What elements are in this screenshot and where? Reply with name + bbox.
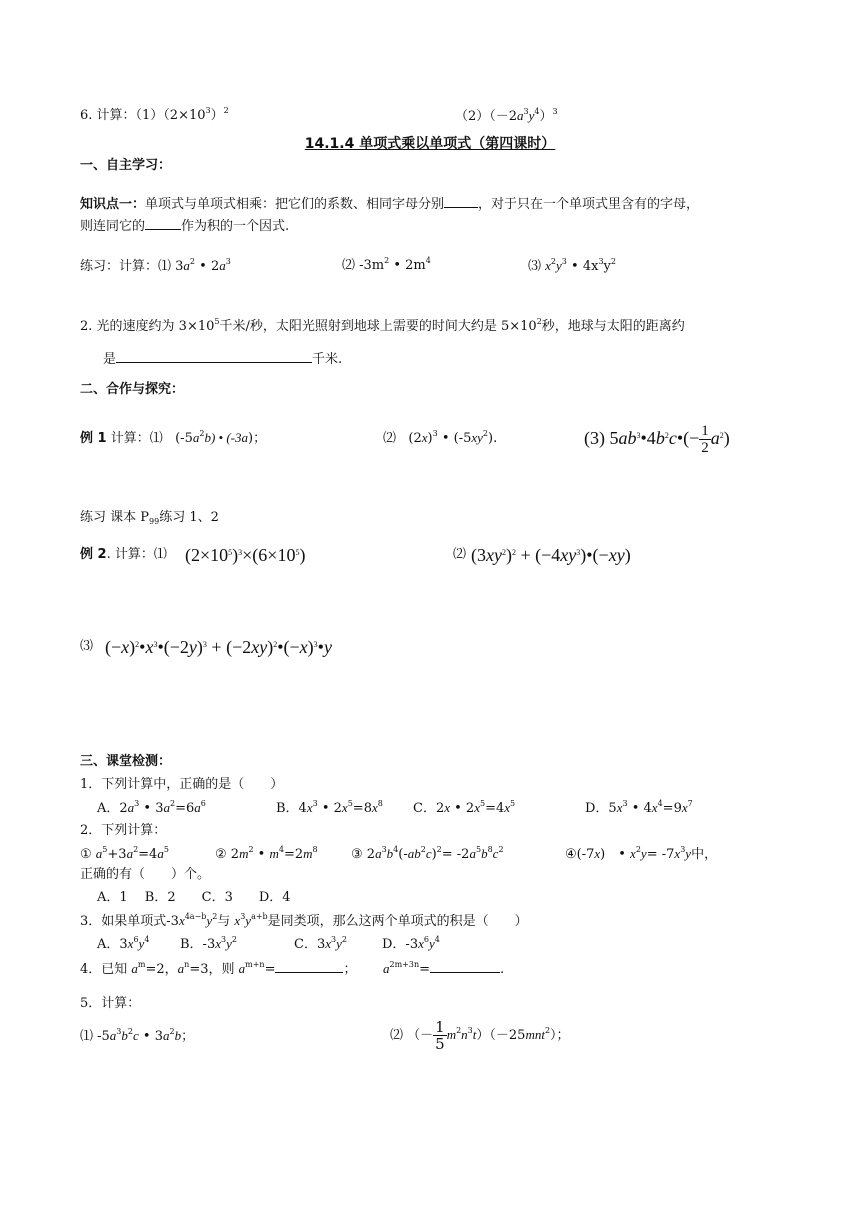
practice-1-a: 练习：计算：⑴ $3a^2$ • $2a^3$	[80, 257, 231, 274]
test-3-option-b: B．$-3x^3y^2$	[180, 935, 237, 952]
page-title: 14.1.4 单项式乘以单项式（第四课时）	[304, 136, 556, 152]
test-1-option-a: A．$2a^3$ • $3a^2=6a^6$	[97, 799, 206, 816]
test-1-option-d: D．$5x^3$ • $4x^4=9x^7$	[585, 799, 693, 816]
example-2-a: $(2\times 10^5)^3\times(6\times 10^5)$	[185, 545, 306, 565]
question-6-part-2: $(2)(-2a^3y^4)^3$	[455, 107, 558, 124]
question-2-cont: 是 千米.	[103, 352, 343, 367]
example-1: 例 1 计算：⑴ $(-5a^2b)$ • (-3a)；	[80, 429, 267, 446]
test-1-option-b: B．$4x^3$ • $2x^5=8x^8$	[276, 799, 383, 816]
example-1-c: (3) $5ab^3•4b^2c•(-$ $\frac{1}{2}$ $a^2$)	[584, 423, 730, 457]
test-question-4: 4．已知 $a^m=2$，$a^n=3$，则 $a^{m+n}=$ ；	[80, 960, 357, 977]
test-3-option-c: C．$3x^3y^2$	[294, 935, 347, 952]
test-5-a: ⑴ $-5a^3b^2c$ • $3a^2b$；	[80, 1027, 195, 1044]
test-2-options: A．1 B．2 C．3 D．4	[97, 890, 291, 905]
test-5-b: ⑵ （－ $\frac{1}{5}$ $m^2n^3t)(-25mnt^2)$；	[390, 1018, 570, 1053]
question-6: 6. 计算：$(1)(2\times 10^3)^2$	[80, 106, 229, 123]
practice-reference: 练习 课本 $P_{99}$练习 1、2	[80, 510, 219, 526]
example-2-c: $(-x)^2•x^3•(-2y)^3$ + $(-2xy)^2•(-x)^3•y$	[105, 637, 332, 657]
practice-1-b: ⑵ $-3m^2$ • $2m^4$	[342, 256, 431, 273]
example-1-b: ⑵ $(2x)^3$ • $(-5xy^2)$.	[383, 429, 498, 446]
test-question-1: 1．下列计算中，正确的是（ ）	[80, 777, 284, 792]
answer-blank[interactable]	[430, 960, 500, 973]
example-2-b-label: ⑵	[453, 547, 467, 562]
example-2-c-label: ⑶	[80, 639, 94, 654]
example-2-label: 例 2. 计算：⑴	[80, 547, 167, 562]
test-question-4-b: $a^{2m+3n}=$ .	[383, 960, 505, 977]
section-1-heading: 一、自主学习：	[80, 158, 172, 173]
section-3-heading: 三、课堂检测：	[80, 754, 172, 769]
fill-blank[interactable]	[444, 195, 478, 208]
test-2-item-1: ① $a^5+3a^2=4a^5$	[80, 845, 169, 862]
answer-blank[interactable]	[275, 960, 343, 973]
fraction: $\frac{1}{5}$	[435, 1018, 445, 1053]
fraction: $\frac{1}{2}$	[701, 423, 709, 457]
test-question-5: 5．计算：	[80, 996, 141, 1011]
fill-blank[interactable]	[145, 217, 181, 230]
question-2: 2. 光的速度约为 $3\times 10^5$千米/秒，太阳光照射到地球上需要的时间大约是 $5\times 10^2$秒，地球与太阳的距离约	[80, 317, 685, 334]
answer-blank[interactable]	[116, 350, 312, 363]
test-1-option-c: C．2x • $2x^5=4x^5$	[413, 799, 516, 816]
test-3-option-d: D．$-3x^6y^4$	[382, 935, 440, 952]
test-2-item-3: ③ $2a^3b^4(-ab^2c)^2= -2a^5b^8c^2$	[351, 845, 504, 862]
section-2-heading: 二、合作与探究：	[80, 382, 185, 397]
knowledge-point-1: 知识点一：单项式与单项式相乘：把它们的系数、相同字母分别 ，对于只在一个单项式里含有的字母，	[80, 197, 700, 212]
test-2-item-2: ② $2m^2$ • $m^4=2m^8$	[215, 845, 318, 862]
practice-1-c: ⑶ $x^2y^3$ • $4x^3y^2$	[528, 257, 616, 274]
example-2-b: $(3xy^2)^2$ + $(-4xy^3)•(-xy)$	[471, 545, 631, 565]
test-question-2: 2．下列计算：	[80, 823, 167, 838]
knowledge-point-1-cont: 则连同它的 作为积的一个因式.	[80, 219, 290, 234]
test-2-item-4: ④(-7x) • $x^2y= -7x^3y$中，	[565, 845, 718, 862]
test-question-3: 3．如果单项式$-3x^{4a-b}y^2$与 $x^3y^{a+b}$是同类项，那么这两个单项式的积是（ ）	[80, 912, 528, 929]
test-3-option-a: A．$3x^6y^4$	[97, 935, 150, 952]
test-2-line-2: 正确的有（ ）个。	[80, 867, 211, 882]
